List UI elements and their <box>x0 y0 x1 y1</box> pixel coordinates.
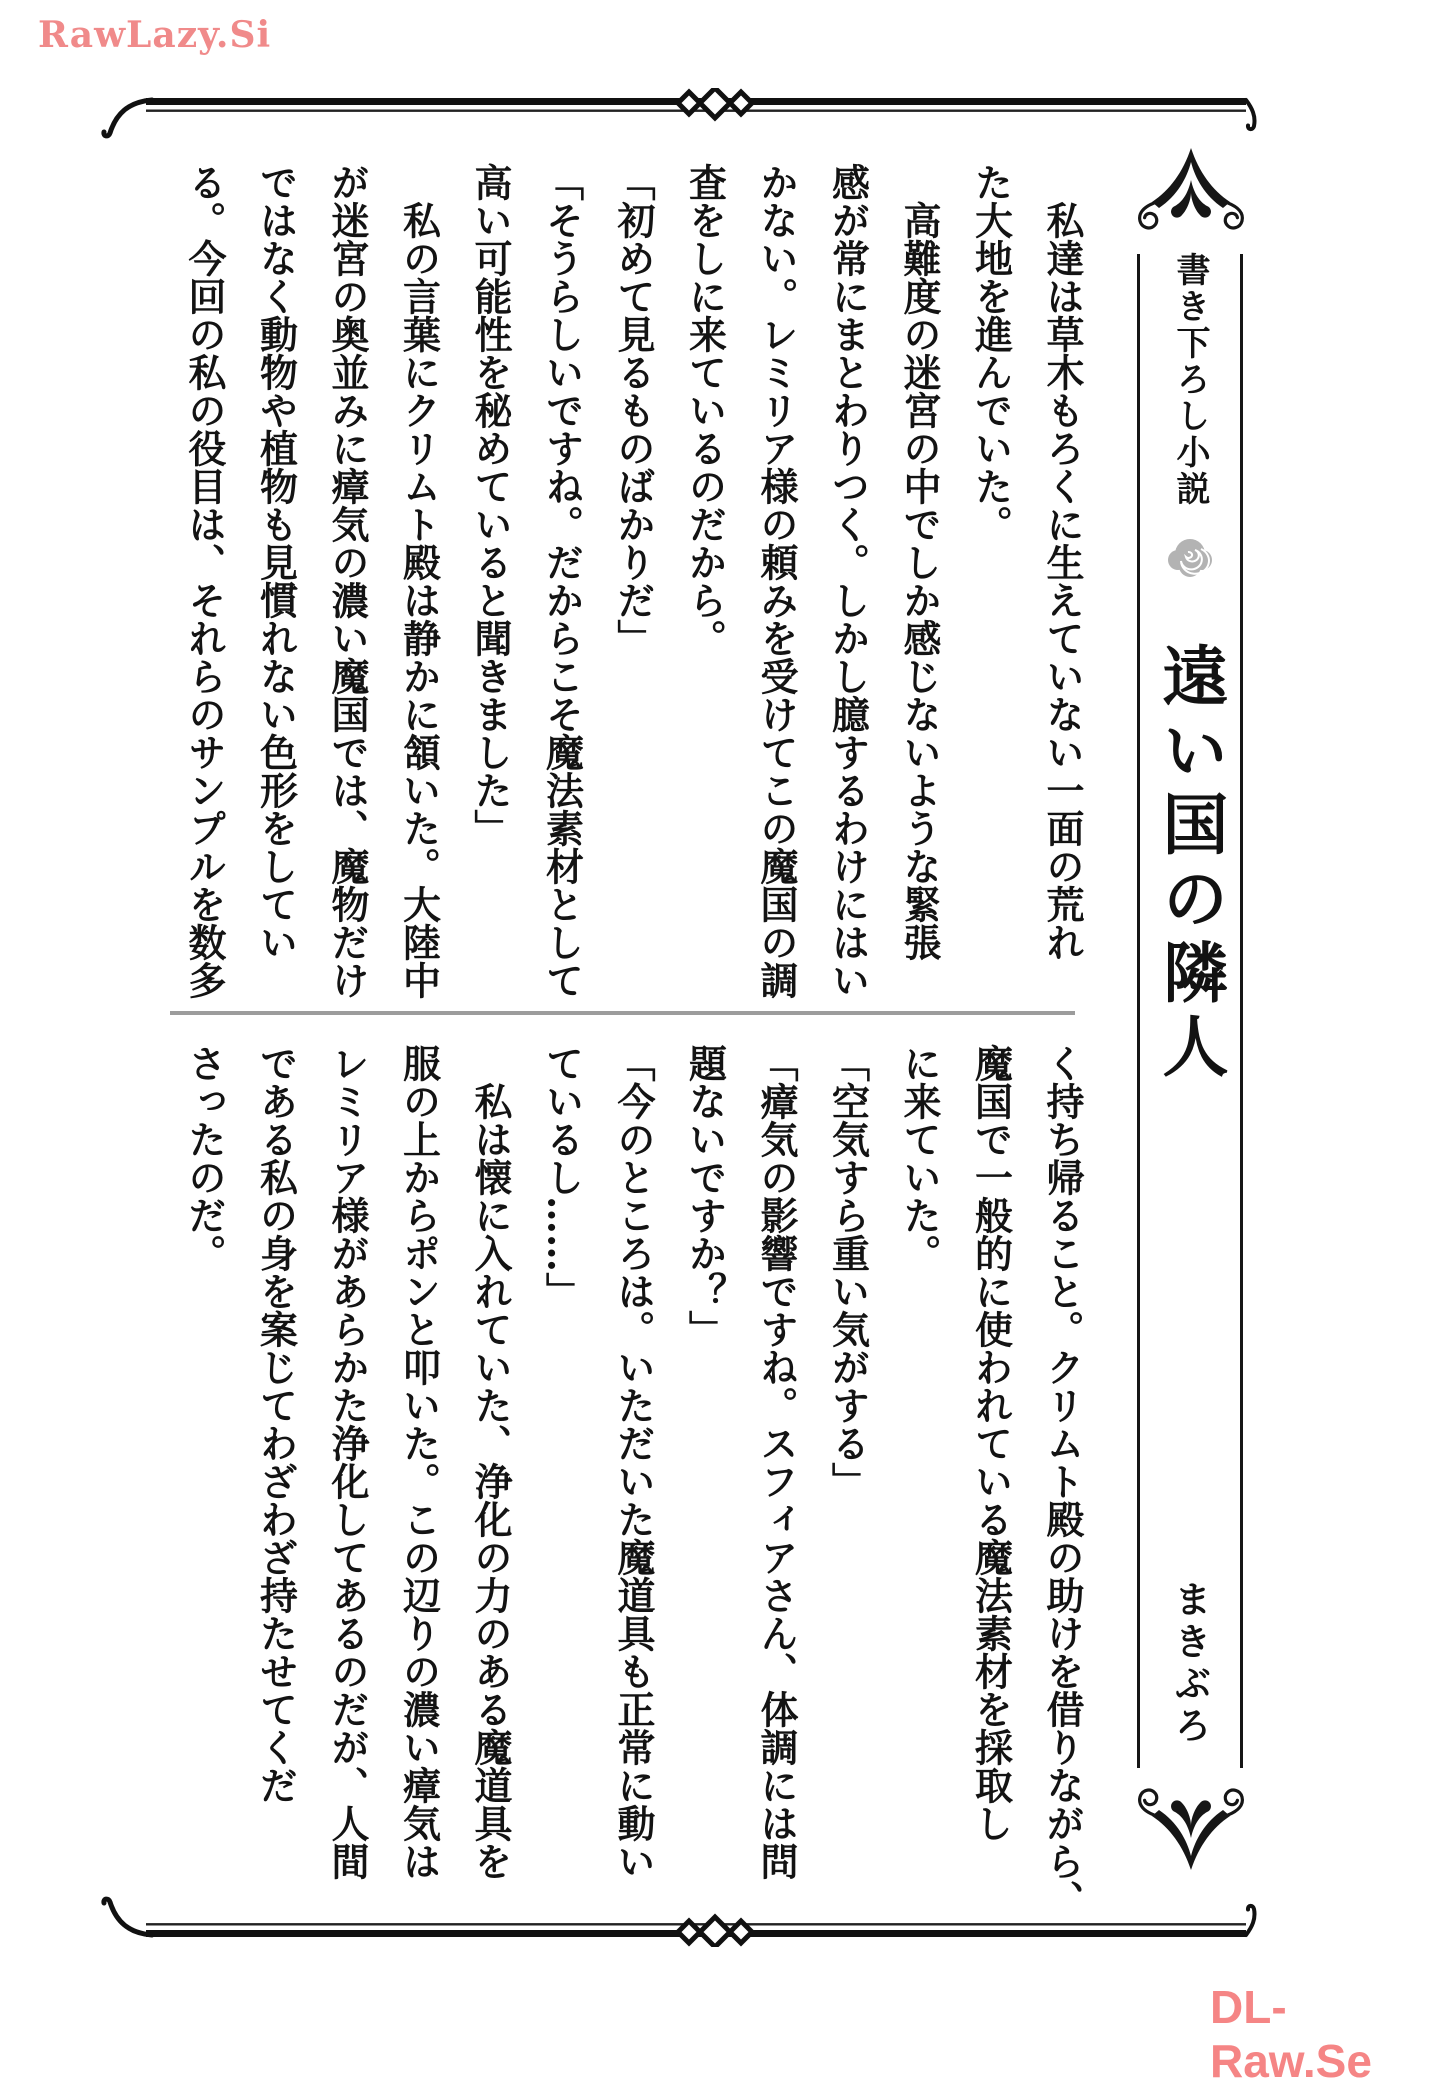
bottom-text-column-9: 私は懐に入れていた、浄化の力のある魔道具を <box>468 1082 513 1880</box>
rose-icon <box>1164 530 1216 582</box>
bottom-text-column-3: に来ていた。 <box>897 1044 942 1272</box>
top-text-column-7: 「初めて見るものばかりだ」 <box>611 163 656 657</box>
section-divider <box>170 1011 1075 1015</box>
title-rule-right <box>1240 254 1243 1768</box>
title-ornament-bottom <box>1126 1766 1256 1872</box>
text-block-top <box>168 163 1098 1033</box>
bottom-text-column-2: 魔国で一般的に使われている魔法素材を採取し <box>968 1044 1014 1842</box>
top-text-column-2: た大地を進んでいた。 <box>968 163 1014 543</box>
top-text-column-3: 高難度の迷宮の中でしか感じないような緊張 <box>897 201 942 961</box>
bottom-text-column-1: く持ち帰ること。クリムト殿の助けを借りながら、 <box>1040 1044 1085 1918</box>
novel-label: 書き下ろし小説 <box>1170 252 1210 508</box>
bottom-text-column-4: 「空気すら重い気がする」 <box>825 1044 871 1500</box>
title-rule-left <box>1137 254 1140 1768</box>
top-text-column-9: 高い可能性を秘めていると聞きました」 <box>468 163 513 847</box>
top-text-column-8: 「そうらしいですね。だからこそ魔法素材として <box>539 163 585 999</box>
text-block-bottom <box>168 1044 1098 1936</box>
top-text-column-5: かない。レミリア様の頼みを受けてこの魔国の調 <box>754 163 799 999</box>
bottom-text-column-7: 「今のところは。いただいた魔道具も正常に動い <box>611 1044 656 1880</box>
bottom-text-column-12: である私の身を案じてわざわざ持たせてくだ <box>253 1044 299 1804</box>
top-text-column-13: る。今回の私の役目は、それらのサンプルを数多 <box>182 163 227 999</box>
bottom-text-column-10: 服の上からポンと叩いた。この辺りの濃い瘴気は <box>396 1044 442 1880</box>
top-text-column-6: 査をしに来ているのだから。 <box>682 163 728 657</box>
ornamental-border-top <box>100 88 1265 140</box>
page-title: 遠い国の隣人 <box>1151 642 1229 1086</box>
title-ornament-top <box>1126 146 1256 252</box>
top-text-column-10: 私の言葉にクリムト殿は静かに頷いた。大陸中 <box>396 201 442 999</box>
bottom-text-column-11: レミリア様があらかた浄化してあるのだが、人間 <box>325 1044 370 1880</box>
top-text-column-11: が迷宮の奥並みに瘴気の濃い魔国では、魔物だけ <box>325 163 370 999</box>
bottom-text-column-5: 「瘴気の影響ですね。スフィアさん、体調には問 <box>754 1044 799 1880</box>
bottom-text-column-6: 題ないですか？」 <box>682 1044 728 1348</box>
top-text-column-4: 感が常にまとわりつく。しかし臆するわけにはい <box>825 163 871 999</box>
watermark-bottom-right: DL-Raw.Se <box>1210 1981 1372 2087</box>
bottom-text-column-8: ているし……」 <box>539 1044 585 1310</box>
top-text-column-1: 私達は草木もろくに生えていない一面の荒れ <box>1040 201 1085 961</box>
watermark-top-left: RawLazy.Si <box>38 14 272 56</box>
bottom-text-column-13: さったのだ。 <box>182 1044 227 1272</box>
author-name: まきぶろ <box>1168 1580 1212 1748</box>
top-text-column-12: ではなく動物や植物も見慣れない色形をしてい <box>253 163 299 961</box>
